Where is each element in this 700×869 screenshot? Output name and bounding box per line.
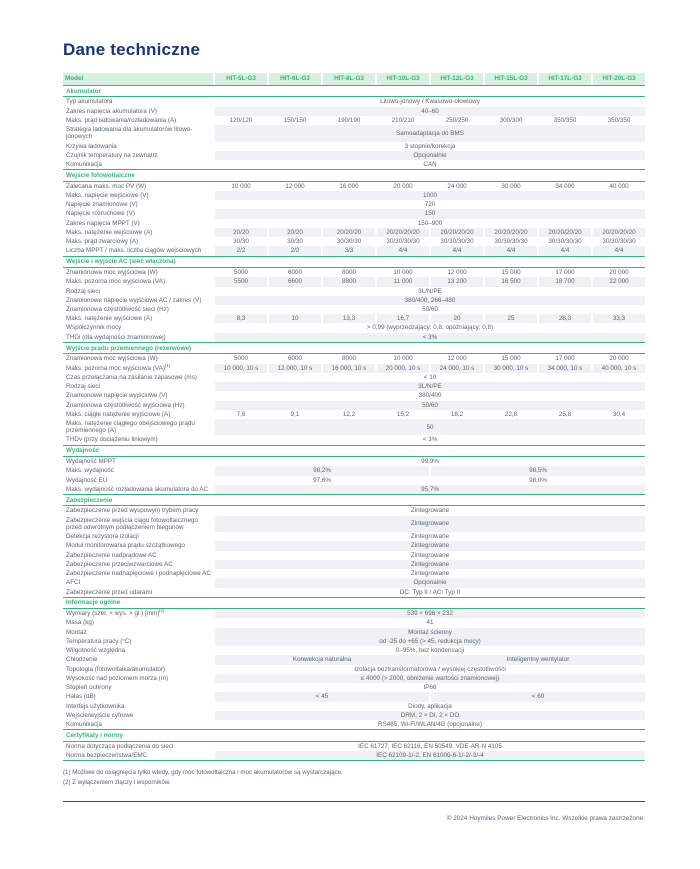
row-label: Maks. napięcie wejściowe (V) — [66, 191, 149, 199]
spec-value: < 3% — [422, 436, 438, 444]
spec-value: Izolacja beztransformatorowa / wysokiej częstotliwości — [354, 665, 506, 673]
row-label: Wydajność MPPT — [66, 458, 116, 466]
spec-row — [63, 382, 645, 391]
spec-value: 20/20/20/20 — [593, 228, 645, 237]
spec-value: < 60 — [431, 692, 645, 701]
spec-value: 12 000, 10 s — [269, 364, 321, 373]
spec-row — [63, 618, 645, 627]
spec-value: 30/30/30 — [336, 238, 362, 246]
spec-row — [63, 637, 645, 646]
footnote: (2) Z wyłączeniem złączy i wsporników. — [63, 778, 171, 786]
row-label: Czujnik temperatury na zewnątrz — [66, 151, 158, 159]
spec-value: < 3% — [215, 333, 645, 342]
spec-row — [63, 506, 645, 515]
spec-value: 98,2% — [215, 466, 429, 475]
spec-row — [63, 516, 645, 532]
spec-row — [63, 560, 645, 569]
spec-value: 98,0% — [529, 476, 547, 484]
row-label: Maks. prąd ładowania/rozładowania (A) — [66, 116, 177, 124]
row-label: Znamionowa moc wyjściowa (W) — [66, 269, 158, 277]
section-header — [63, 169, 645, 181]
spec-row — [63, 551, 645, 560]
spec-row — [63, 742, 645, 751]
spec-value: 4/4 — [431, 246, 483, 255]
spec-row — [63, 296, 645, 305]
spec-value: 20/20/20/20 — [485, 228, 537, 237]
spec-row — [63, 391, 645, 400]
section-title: Zabezpieczenie — [66, 496, 113, 504]
spec-value: 22 000 — [593, 277, 645, 286]
spec-value: 50 — [215, 419, 645, 435]
section-title: Wejście i wyjście AC (sieć włączona) — [66, 258, 176, 266]
spec-row — [63, 646, 645, 655]
spec-row — [63, 751, 645, 760]
spec-value: 4/4 — [377, 246, 429, 255]
row-label: Topologia (fotowoltaika/akumulator) — [66, 665, 166, 673]
spec-value: 250/250 — [445, 116, 469, 124]
spec-value: 30/30/30/30 — [602, 238, 636, 246]
spec-value: 99,9% — [421, 458, 439, 466]
row-label: Czas przełączania na zasilanie zapasowe (ms) — [66, 373, 197, 381]
row-label: Rodzaj sieci — [66, 287, 100, 295]
spec-value: 10 — [269, 314, 321, 323]
spec-row — [63, 674, 645, 683]
spec-row — [63, 702, 645, 711]
spec-value: 8,3 — [215, 314, 267, 323]
spec-row — [63, 711, 645, 720]
row-label: THDi (dla wydajności znamionowej) — [66, 333, 166, 341]
model-label: Model — [63, 73, 213, 85]
spec-value: 40 000 — [609, 182, 629, 190]
spec-row — [63, 209, 645, 218]
spec-value: 720 — [424, 201, 436, 209]
row-label: Zabezpieczenie przed udarami — [66, 588, 153, 596]
row-label: Znamionowa moc wyjściowa (W) — [66, 355, 158, 363]
spec-value: Zintegrowane — [410, 533, 450, 541]
spec-value: 50/60 — [215, 401, 645, 410]
row-label: THDv (przy obciążeniu liniowym) — [66, 436, 158, 444]
spec-value: Opcjonalnie — [215, 151, 645, 160]
spec-value: 20 000 — [609, 355, 629, 363]
row-label: Strategia ładowania dla akumulatorów litowo-jonowych — [66, 126, 193, 141]
row-label: Zabezpieczenie wejścia ciągu fotowoltaicznego przed odwrotnym podłączeniem biegunów — [66, 516, 198, 531]
spec-row — [63, 237, 645, 246]
spec-value: 4/4 — [593, 246, 645, 255]
spec-row — [63, 182, 645, 191]
spec-value: 24 000, 10 s — [431, 364, 483, 373]
row-label: Norma dotycząca podłączenia do sieci — [66, 742, 174, 750]
spec-value: Zintegrowane — [410, 551, 450, 559]
spec-value: 12 000 — [285, 182, 305, 190]
spec-value: 539 × 696 × 232 — [215, 609, 645, 618]
section-title: Certyfikaty i normy — [66, 731, 124, 739]
spec-value: 22,8 — [504, 410, 518, 418]
spec-value: 18 700 — [539, 277, 591, 286]
spec-value: 350/350 — [553, 116, 577, 124]
spec-value: 34 000 — [555, 182, 575, 190]
row-label: Komunikacja — [66, 721, 103, 729]
row-label: Napięcie znamionowe (V) — [66, 201, 138, 209]
spec-row — [63, 569, 645, 578]
spec-value: 15,2 — [396, 410, 410, 418]
row-label: Maks. wydajność rozładowania akumulatora do AC — [66, 485, 209, 493]
row-label: Rodzaj sieci — [66, 383, 100, 391]
row-label: Znamionowe napięcie wyjściowe (V) — [66, 392, 168, 400]
spec-value: 12 000 — [447, 269, 467, 277]
row-label: Norma bezpieczeństwa/EMC — [66, 751, 148, 759]
section-title: Wyjście prądu przemiennego (rezerwowe) — [66, 344, 192, 352]
spec-row — [63, 125, 645, 141]
spec-value: 15 000 — [501, 355, 521, 363]
spec-value: 9,1 — [290, 410, 300, 418]
row-label: Znamionowa częstotliwość sieci (Hz) — [66, 305, 169, 313]
model-column-header: HIT-8L-G3 — [323, 73, 375, 85]
spec-row — [63, 151, 645, 160]
spec-value: 210/210 — [391, 116, 415, 124]
row-label: Maks. natężenie ciągłego obejściowego prądu przemiennego (A) — [66, 419, 195, 435]
spec-row — [63, 373, 645, 382]
spec-row — [63, 160, 645, 169]
model-column-header: HIT-15L-G3 — [485, 73, 537, 85]
spec-value: CAN — [423, 161, 437, 169]
row-label: Krzywa ładowania — [66, 142, 117, 150]
spec-value: < 10 — [423, 373, 437, 381]
spec-value: 40 000, 10 s — [593, 364, 645, 373]
row-label: Hałas (dB) — [66, 693, 96, 701]
row-label: Masa (kg) — [66, 619, 94, 627]
row-label: Zakres napięcia akumulatora (V) — [66, 107, 157, 115]
spec-value: 2/2 — [215, 246, 267, 255]
spec-value: 12 000 — [447, 355, 467, 363]
spec-row — [63, 683, 645, 692]
spec-value: 7,6 — [236, 410, 246, 418]
spec-value: 3/3 — [323, 246, 375, 255]
spec-value: 30/30/30/30 — [548, 238, 582, 246]
spec-value: 28,3 — [539, 314, 591, 323]
spec-value: 6600 — [269, 277, 321, 286]
spec-table — [63, 73, 645, 761]
row-label: Interfejs użytkownika — [66, 702, 125, 710]
spec-value: 24 000 — [447, 182, 467, 190]
spec-value: 3L/N/PE — [215, 382, 645, 391]
spec-value: 16 500 — [485, 277, 537, 286]
spec-value: Zintegrowane — [410, 507, 450, 515]
spec-value: 30/30/30/30 — [386, 238, 420, 246]
section-header — [63, 445, 645, 457]
spec-value: 300/300 — [499, 116, 523, 124]
row-label: Współczynnik mocy — [66, 324, 122, 332]
spec-row — [63, 410, 645, 419]
model-column-header: HIT-10L-G3 — [377, 73, 429, 85]
spec-value: 30/30/30/30 — [440, 238, 474, 246]
model-column-header: HIT-12L-G3 — [431, 73, 483, 85]
spec-value: > 0,99 (wyprzedzający: 0,8, opóźniający: 0,8) — [366, 324, 494, 332]
spec-value: 50/60 — [422, 305, 438, 313]
spec-value: 10 000, 10 s — [215, 364, 267, 373]
spec-value: 34 000, 10 s — [539, 364, 591, 373]
spec-value: 4/4 — [485, 246, 537, 255]
spec-row — [63, 323, 645, 332]
spec-value: 8000 — [341, 269, 356, 277]
spec-value: 16,7 — [377, 314, 429, 323]
spec-row — [63, 107, 645, 116]
spec-row — [63, 541, 645, 550]
spec-value: RS485, Wi-Fi/WLAN/4G (opcjonalne) — [378, 721, 482, 729]
spec-value: od -25 do +65 (> 45, redukcja mocy) — [215, 637, 645, 646]
spec-value: Inteligentny wentylator — [431, 655, 645, 664]
spec-value: Montaż ścienny — [215, 628, 645, 637]
row-label: Zabezpieczenie nadnapięciowe i podnapięciowe AC — [66, 570, 211, 578]
footnote-marker: (1) — [164, 362, 171, 368]
spec-value: 30/30 — [287, 238, 303, 246]
row-label: Zabezpieczenie nadprądowe AC — [66, 551, 157, 559]
spec-value: Konwekcja naturalna — [215, 655, 429, 664]
spec-row — [63, 609, 645, 618]
row-label: Chłodzenie — [66, 656, 98, 664]
footer-divider — [63, 801, 645, 802]
footnote: (1) Możliwe do osiągnięcia tylko wtedy, gdy moc fotowoltaiczna i moc akumulatorów są wystarczające. — [63, 769, 343, 777]
spec-value: 10 000 — [231, 182, 251, 190]
row-label: Napięcie rozruchowe (V) — [66, 210, 135, 218]
row-label: Maks. prąd zwarciowy (A) — [66, 238, 139, 246]
row-label: AFCI — [66, 579, 81, 587]
spec-row — [63, 692, 645, 701]
spec-value: 15 000 — [501, 269, 521, 277]
spec-value: 20 000 — [393, 182, 413, 190]
spec-value: 8000 — [341, 355, 356, 363]
spec-row — [63, 142, 645, 151]
spec-row — [63, 268, 645, 277]
spec-value: Zintegrowane — [410, 570, 450, 578]
spec-value: 40–60 — [215, 107, 645, 116]
section-header — [63, 597, 645, 609]
spec-value: 13 200 — [431, 277, 483, 286]
spec-value: 150 — [215, 209, 645, 218]
spec-value: 95,7% — [215, 485, 645, 494]
spec-value: 41 — [426, 619, 434, 627]
spec-value: 12,2 — [342, 410, 356, 418]
spec-row — [63, 219, 645, 228]
row-label: Detekcja rezystora izolacji — [66, 533, 139, 541]
spec-value: 25 — [485, 314, 537, 323]
spec-row — [63, 333, 645, 342]
spec-row — [63, 305, 645, 314]
spec-row — [63, 457, 645, 466]
row-label: Montaż — [66, 628, 87, 636]
spec-row — [63, 588, 645, 597]
spec-value: Samoadaptacja do BMS — [215, 125, 645, 141]
row-label: Maks. wydajność — [66, 467, 114, 475]
spec-row — [63, 287, 645, 296]
section-title: Informacje ogólne — [66, 599, 121, 607]
spec-value: 30,4 — [612, 410, 626, 418]
spec-value: 0–95%, bez kondensacji — [395, 647, 465, 655]
spec-row — [63, 720, 645, 729]
spec-row — [63, 628, 645, 637]
spec-value: 17 000 — [555, 269, 575, 277]
spec-value: Zintegrowane — [215, 541, 645, 550]
spec-row — [63, 435, 645, 444]
footnotes — [63, 768, 645, 787]
spec-value: 10 000 — [393, 355, 413, 363]
spec-value: 150–900 — [417, 219, 443, 227]
spec-value: 30 000 — [501, 182, 521, 190]
model-column-header: HIT-20L-G3 — [593, 73, 645, 85]
spec-row — [63, 228, 645, 237]
row-label: Maks. natężenie wejściowe (A) — [66, 228, 153, 236]
spec-value: 20/20/20/20 — [377, 228, 429, 237]
spec-value: 1000 — [215, 191, 645, 200]
row-label: Zakres napięcia MPPT (V) — [66, 219, 140, 227]
row-label: Liczba MPPT / maks. liczba ciągów wejściowych — [66, 247, 202, 255]
spec-value: Litowo-jonowy / Kwasowo-ołowiowy — [380, 98, 480, 106]
model-column-header: HIT-6L-G3 — [269, 73, 321, 85]
row-label: Zabezpieczenie przed wyspowym trybem pracy — [66, 507, 199, 515]
row-label: Moduł monitorowania prądu szczątkowego — [66, 542, 186, 550]
spec-value: IEC 62109-1/-2, EN 61000-6-1/-2/-3/-4 — [215, 751, 645, 760]
spec-value: Zintegrowane — [215, 560, 645, 569]
spec-value: IP66 — [423, 684, 437, 692]
row-label: Wysokość nad poziomem morza (m) — [66, 674, 169, 682]
spec-value: 3 stopnie/korekcja — [404, 142, 456, 150]
spec-row — [63, 532, 645, 541]
spec-row — [63, 401, 645, 410]
row-label: Komunikacja — [66, 161, 103, 169]
spec-value: 25,8 — [558, 410, 572, 418]
spec-value: 17 000 — [555, 355, 575, 363]
spec-value: 4/4 — [539, 246, 591, 255]
spec-value: 380/400 — [418, 392, 442, 400]
section-title: Wydajność — [66, 447, 100, 455]
spec-row — [63, 364, 645, 373]
footnote-marker: (2) — [159, 608, 165, 614]
spec-value: 20/20 — [269, 228, 321, 237]
spec-value: 20 000 — [609, 269, 629, 277]
row-label: Maks. pozorna moc wyjściowa (VA) — [66, 278, 165, 286]
spec-value: Diody, aplikacja — [408, 702, 452, 710]
page-title: Dane techniczne — [63, 40, 201, 59]
row-label: Wilgotność względna — [66, 647, 126, 655]
row-label: Maks. pozorna moc wyjściowa (VA)$^{(1)}$ — [66, 362, 171, 372]
row-label: Znamionowa częstotliwość wyjściowa (Hz) — [66, 401, 185, 409]
spec-row — [63, 246, 645, 255]
spec-value: < 45 — [215, 692, 429, 701]
spec-value: Opcjonalnie — [215, 578, 645, 587]
spec-value: 20/20/20/20 — [539, 228, 591, 237]
spec-row — [63, 466, 645, 475]
spec-value: 6000 — [287, 355, 302, 363]
spec-value: 350/350 — [607, 116, 631, 124]
spec-value: 380/400, 266–480 — [215, 296, 645, 305]
model-column-header: HIT-5L-G3 — [215, 73, 267, 85]
spec-row — [63, 419, 645, 435]
spec-value: 20/20 — [215, 228, 267, 237]
spec-value: 8800 — [323, 277, 375, 286]
section-header — [63, 85, 645, 97]
spec-value: 3L/N/PE — [418, 287, 442, 295]
spec-row — [63, 97, 645, 106]
spec-row — [63, 116, 645, 125]
table-header-row — [63, 73, 645, 85]
copyright: © 2024 Hoymiles Power Electronics Inc. Wszelkie prawa zastrzeżone. — [446, 815, 645, 823]
spec-value: 5500 — [215, 277, 267, 286]
spec-value: 33,3 — [593, 314, 645, 323]
row-label: Temperatura pracy (°C) — [66, 637, 132, 645]
spec-row — [63, 314, 645, 323]
spec-value: 16 000 — [339, 182, 359, 190]
spec-value: IEC 61727, IEC 62116, EN 50549, VDE-AR-N 4105 — [358, 742, 502, 750]
spec-row — [63, 665, 645, 674]
spec-row — [63, 200, 645, 209]
spec-value: ≤ 4000 (> 2000, obniżenie wartości znamionowej) — [215, 674, 645, 683]
spec-value: 2/2 — [269, 246, 321, 255]
row-label: Wejście/wyjście cyfrowe — [66, 711, 134, 719]
spec-value: 5000 — [233, 355, 248, 363]
spec-value: 13,3 — [323, 314, 375, 323]
spec-value: 30/30/30/30 — [494, 238, 528, 246]
spec-row — [63, 354, 645, 363]
spec-value: 20 000, 10 s — [377, 364, 429, 373]
section-header — [63, 256, 645, 268]
model-column-header: HIT-17L-G3 — [539, 73, 591, 85]
spec-value: 18,2 — [450, 410, 464, 418]
spec-row — [63, 485, 645, 494]
section-header — [63, 729, 645, 741]
spec-value: 10 000 — [393, 269, 413, 277]
spec-value: 5000 — [233, 269, 248, 277]
row-label: Wymiary (szer. × wys. × gł.) [mm]$^{(2)}$ — [66, 608, 165, 618]
section-header — [63, 494, 645, 506]
spec-value: Zintegrowane — [215, 516, 645, 532]
spec-value: 30 000, 10 s — [485, 364, 537, 373]
row-label: Stopień ochrony — [66, 684, 112, 692]
row-label: Maks. natężenie wyjściowe (A) — [66, 315, 153, 323]
spec-value: 98,5% — [431, 466, 645, 475]
row-label: Zabezpieczenie przeciwzwarciowe AC — [66, 560, 173, 568]
row-label: Maks. ciągłe natężenie wyjściowe (A) — [66, 410, 171, 418]
section-title: Wejście fotowoltaiczne — [66, 171, 135, 179]
row-label: Zalecana maks. moc PV (W) — [66, 182, 147, 190]
spec-value: 16 000, 10 s — [323, 364, 375, 373]
spec-row — [63, 476, 645, 485]
spec-value: 11 000 — [377, 277, 429, 286]
spec-value: 150/150 — [283, 116, 307, 124]
spec-row — [63, 578, 645, 587]
row-label: Znamionowe napięcie wyjściowe AC / zakres (V) — [66, 296, 202, 304]
row-label: Wydajność EU — [66, 476, 108, 484]
spec-value: 190/190 — [337, 116, 361, 124]
spec-value: 20/20/20/20 — [431, 228, 483, 237]
spec-value: 30/30 — [233, 238, 249, 246]
section-header — [63, 342, 645, 354]
spec-value: 20 — [431, 314, 483, 323]
spec-value: 120/120 — [229, 116, 253, 124]
spec-row — [63, 277, 645, 286]
section-title: Akumulator — [66, 87, 101, 95]
row-label: Typ akumulatora — [66, 98, 113, 106]
spec-value: 20/20/20 — [323, 228, 375, 237]
spec-value: DC: Typ II / AC: Typ II — [399, 588, 461, 596]
spec-row — [63, 655, 645, 664]
spec-row — [63, 191, 645, 200]
spec-value: 6000 — [287, 269, 302, 277]
spec-value: DRM, 2 × DI, 2 × DO — [215, 711, 645, 720]
spec-value: 97,6% — [313, 476, 331, 484]
